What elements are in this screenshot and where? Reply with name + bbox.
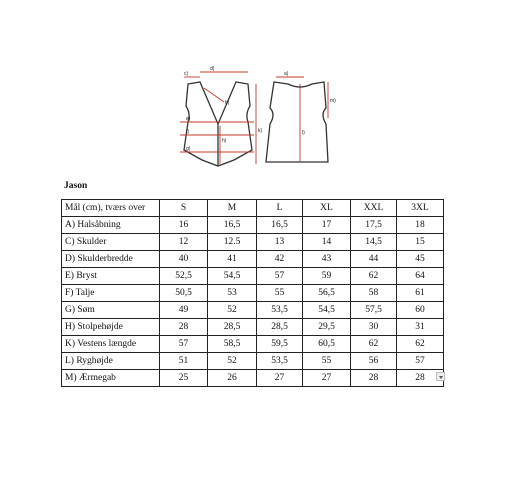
row-label: H) Stolpehøjde [62,319,160,336]
table-cell: 25 [160,370,208,387]
table-cell: 28 [351,370,397,387]
table-cell: 57,5 [351,302,397,319]
table-cell: 15 [397,234,444,251]
header-cell: XXL [351,200,397,217]
table-cell: 30 [351,319,397,336]
table-cell: 50,5 [160,285,208,302]
label-m: m) [330,98,336,104]
row-label: C) Skulder [62,234,160,251]
table-cell: 55 [257,285,303,302]
table-cell: 28,5 [257,319,303,336]
table-cell: 16 [160,217,208,234]
label-l: l) [302,130,305,136]
table-cell: 31 [397,319,444,336]
table-cell: 62 [351,336,397,353]
table-cell: 55 [303,353,351,370]
table-row [62,234,444,251]
table-row [62,370,444,387]
table-row [62,251,444,268]
label-f: f) [186,129,190,135]
row-label: A) Halsåbning [62,217,160,234]
table-cell: 59,5 [257,336,303,353]
table-row [62,302,444,319]
table-header-row [62,200,444,217]
table-row [62,268,444,285]
table-row [62,336,444,353]
label-b: b) [225,100,230,106]
vest-measurement-diagram [170,62,350,170]
label-e: e) [186,116,191,122]
table-cell: 62 [351,268,397,285]
table-cell: 62 [397,336,444,353]
size-chart-table [61,199,444,387]
row-label: K) Vestens længde [62,336,160,353]
row-label: L) Ryghøjde [62,353,160,370]
dropdown-arrow-icon[interactable] [436,372,445,381]
header-cell: S [160,200,208,217]
table-cell: 53 [208,285,257,302]
row-label: G) Søm [62,302,160,319]
table-cell-value: 28 [415,373,425,383]
table-cell: 49 [160,302,208,319]
table-cell: 56 [351,353,397,370]
table-cell: 16,5 [208,217,257,234]
table-row [62,285,444,302]
label-g: g) [186,146,191,152]
table-cell: 51 [160,353,208,370]
table-cell: 27 [257,370,303,387]
header-cell: M [208,200,257,217]
table-cell: 14 [303,234,351,251]
table-cell: 13 [257,234,303,251]
table-row [62,353,444,370]
header-cell: 3XL [397,200,444,217]
label-c: c) [184,71,189,77]
table-cell: 27 [303,370,351,387]
table-cell: 28,5 [208,319,257,336]
table-cell: 45 [397,251,444,268]
table-cell: 58 [351,285,397,302]
header-cell: XL [303,200,351,217]
row-label: E) Bryst [62,268,160,285]
table-cell: 57 [257,268,303,285]
row-label: D) Skulderbredde [62,251,160,268]
table-cell: 29,5 [303,319,351,336]
table-cell: 12.5 [208,234,257,251]
table-cell: 60 [397,302,444,319]
table-cell: 52 [208,302,257,319]
table-cell: 54,5 [208,268,257,285]
table-cell: 18 [397,217,444,234]
product-title: Jason [64,181,88,191]
table-cell: 14,5 [351,234,397,251]
row-label: F) Talje [62,285,160,302]
table-cell: 16,5 [257,217,303,234]
table-cell: 28 [160,319,208,336]
table-cell: 53,5 [257,353,303,370]
table-cell: 43 [303,251,351,268]
table-cell-with-dropdown [397,370,444,387]
table-cell: 61 [397,285,444,302]
row-label: M) Ærmegab [62,370,160,387]
table-cell: 57 [397,353,444,370]
table-cell: 52 [208,353,257,370]
table-cell: 52,5 [160,268,208,285]
table-row [62,217,444,234]
label-d: d) [210,66,215,72]
table-cell: 42 [257,251,303,268]
table-cell: 53,5 [257,302,303,319]
table-cell: 54,5 [303,302,351,319]
label-a: a) [284,71,289,77]
table-cell: 64 [397,268,444,285]
table-cell: 60,5 [303,336,351,353]
table-cell: 56,5 [303,285,351,302]
table-cell: 17,5 [351,217,397,234]
table-cell: 57 [160,336,208,353]
table-cell: 12 [160,234,208,251]
header-cell: Mål (cm), tværs over [62,200,160,217]
table-cell: 26 [208,370,257,387]
table-cell: 59 [303,268,351,285]
table-cell: 40 [160,251,208,268]
table-cell: 44 [351,251,397,268]
label-k: k) [258,128,263,134]
table-row [62,319,444,336]
label-h: h) [222,138,227,144]
table-cell: 41 [208,251,257,268]
table-cell: 17 [303,217,351,234]
header-cell: L [257,200,303,217]
table-cell: 58,5 [208,336,257,353]
